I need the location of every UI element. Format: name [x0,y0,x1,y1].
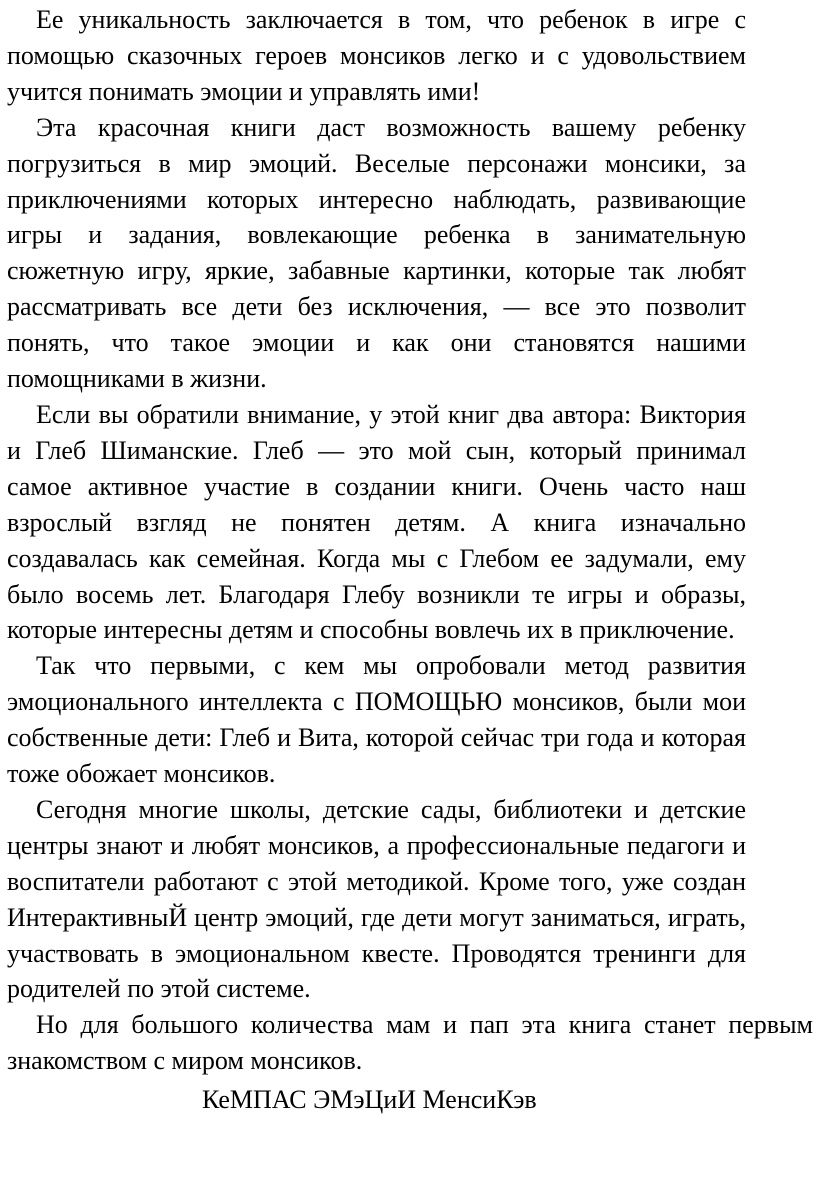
paragraph-2: Эта красочная книги даст возможность вашему ребенку погрузиться в мир эмоций. Веселые персонажи монсики, за приключениями которых интересно наблюдать, развивающие игры и задания, вовлекающие ребенка в занимательную сюжетную игру, яркие, забавные картинки, которые так любят рассматривать все дети без исключения, — все это позволит понять, что такое эмоции и как они становятся нашими помощниками в жизни. [7,112,746,394]
paragraph-6: Но для большого количества мам и пап эта книга станет первым знакомством с миром монсиков. [7,1010,813,1076]
signature-line: КеМПАС ЭМэЦиИ МенсиКэв [202,1085,537,1115]
paragraph-1: Ее уникальность заключается в том, что ребенок в игре с помощью сказочных героев монсиков легко и с удовольствием учится понимать эмоции и управлять ими! [7,5,746,106]
paragraph-4: Так что первыми, с кем мы опробовали метод развития эмоционального интеллекта с ПОМОЩЬЮ монсиков, были мои собственные дети: Глеб и Вита, которой сейчас три года и которая тоже обожает монсиков. [7,651,746,789]
document-page [7,2,813,1121]
paragraph-5: Сегодня многие школы, детские сады, библиотеки и детские центры знают и любят монсиков, а профессиональные педагоги и воспитатели работают с этой методикой. Кроме того, уже создан ИнтерактивныЙ центр эмоций, где дети могут заниматься, играть, участвовать в эмоциональном квесте. Проводятся тренинги для родителей по этой системе. [7,794,746,1004]
paragraph-3: Если вы обратили внимание, у этой книг два автора: Виктория и Глеб Шиманские. Глеб — это мой сын, который принимал самое активное участие в создании книги. Очень часто наш взрослый взгляд не понятен детям. А книга изначально создавалась как семейная. Когда мы с Глебом ее задумали, ему было восемь лет. Благодаря Глебу возникли те игры и образы, которые интересны детям и способны вовлечь их в приключение. [7,399,746,645]
